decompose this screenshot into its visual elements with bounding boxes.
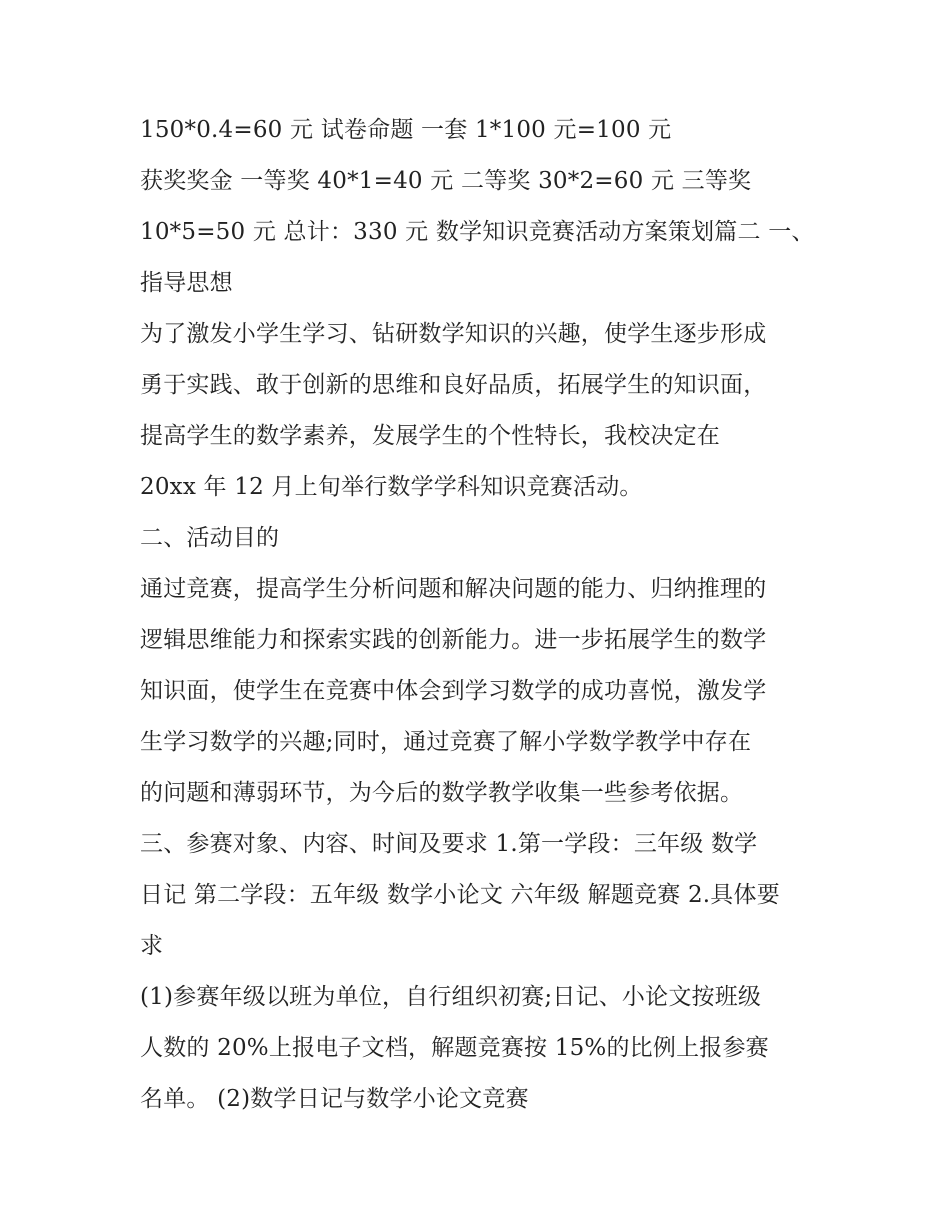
- text-line: 通过竞赛，提高学生分析问题和解决问题的能力、归纳推理的: [140, 576, 767, 602]
- text-line: 为了激发小学生学习、钻研数学知识的兴趣，使学生逐步形成: [140, 321, 767, 347]
- section-heading: 二、活动目的: [140, 525, 280, 551]
- text-line: 20xx 年 12 月上旬举行数学学科知识竞赛活动。: [140, 474, 643, 500]
- section-heading: 三、参赛对象、内容、时间及要求 1.第一学段：三年级 数学: [140, 831, 758, 857]
- text-line: 求: [140, 933, 164, 959]
- document-body: [140, 105, 820, 1125]
- text-line: (1)参赛年级以班为单位，自行组织初赛;日记、小论文按班级: [140, 984, 762, 1010]
- text-line: 10*5=50 元 总计：330 元 数学知识竞赛活动方案策划篇二 一、: [140, 219, 815, 245]
- text-line: 提高学生的数学素养，发展学生的个性特长，我校决定在: [140, 423, 720, 449]
- text-line: 逻辑思维能力和探索实践的创新能力。进一步拓展学生的数学: [140, 627, 767, 653]
- text-line: 勇于实践、敢于创新的思维和良好品质，拓展学生的知识面，: [140, 372, 767, 398]
- text-line: 名单。 (2)数学日记与数学小论文竞赛: [140, 1086, 529, 1112]
- text-line: 生学习数学的兴趣;同时，通过竞赛了解小学数学教学中存在: [140, 729, 752, 755]
- text-line: 知识面，使学生在竞赛中体会到学习数学的成功喜悦，激发学: [140, 678, 767, 704]
- text-line: 人数的 20%上报电子文档，解题竞赛按 15%的比例上报参赛: [140, 1035, 769, 1061]
- text-line: 获奖奖金 一等奖 40*1=40 元 二等奖 30*2=60 元 三等奖: [140, 168, 752, 194]
- text-line: 150*0.4=60 元 试卷命题 一套 1*100 元=100 元: [140, 117, 672, 143]
- text-line: 的问题和薄弱环节，为今后的数学教学收集一些参考依据。: [140, 780, 744, 806]
- section-heading: 指导思想: [140, 270, 233, 296]
- text-line: 日记 第二学段：五年级 数学小论文 六年级 解题竞赛 2.具体要: [140, 882, 780, 908]
